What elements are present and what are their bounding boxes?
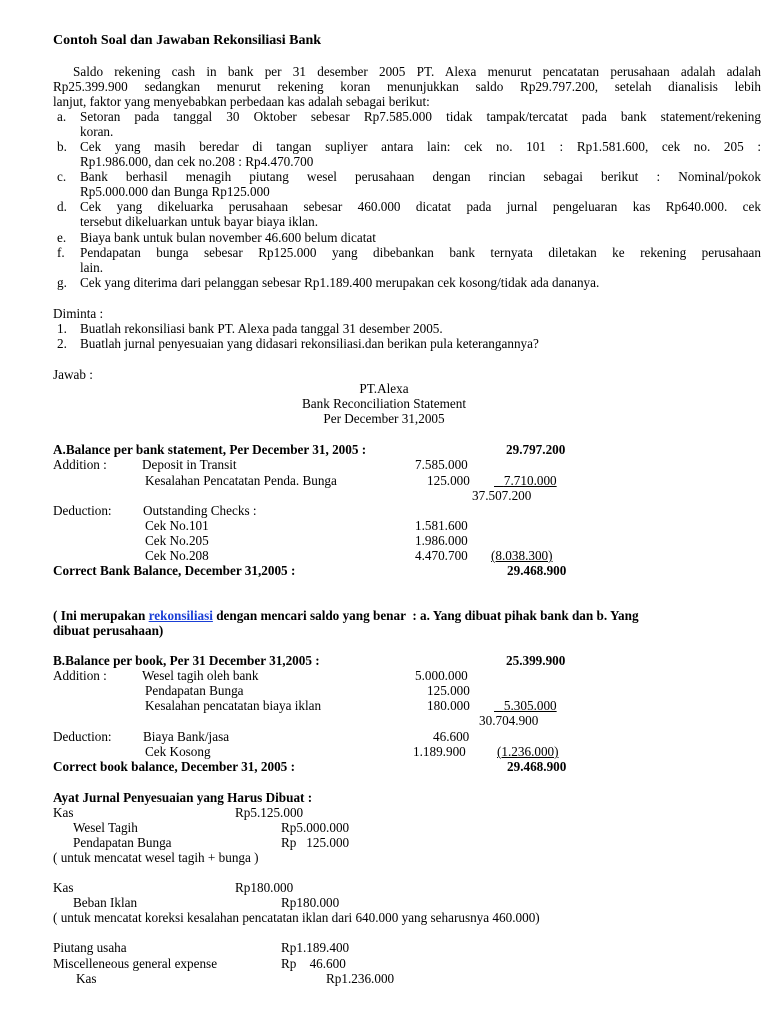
statement-title: Bank Reconciliation Statement bbox=[301, 396, 467, 411]
addition-total: 7.710.000 bbox=[503, 473, 557, 488]
item-marker: g. bbox=[57, 275, 67, 290]
addition-value: 180.000 bbox=[427, 698, 470, 713]
item-f-line-2: lain. bbox=[80, 260, 104, 275]
item-g-line-1: Cek yang diterima dari pelanggan sebesar Rp1.189.400 merupakan cek kosong/tidak ada dananya. bbox=[80, 275, 600, 290]
item-marker: a. bbox=[57, 109, 67, 124]
addition-value: 5.000.000 bbox=[415, 668, 468, 683]
question-2: Buatlah jurnal penyesuaian yang didasari rekonsiliasi.dan berikan pula keterangannya? bbox=[80, 336, 539, 351]
item-b-line-1: Cek yang masih beredar di tangan supliyer antara lain: cek no. 101 : Rp1.581.600, cek no. 205 : bbox=[80, 139, 761, 154]
reconciliation-note: ( Ini merupakan rekonsiliasi dengan mencari saldo yang benar : a. Yang dibuat pihak bank dan b. Yang bbox=[53, 608, 639, 623]
deduction-item: Cek No.205 bbox=[145, 533, 209, 548]
book-balance-title: B.Balance per book, Per 31 December 31,2005 : bbox=[53, 653, 320, 668]
correct-book-balance-label: Correct book balance, December 31, 2005 : bbox=[53, 759, 295, 774]
rekonsiliasi-link[interactable]: rekonsiliasi bbox=[148, 608, 213, 623]
item-marker: c. bbox=[57, 169, 67, 184]
deduction-item: Cek No.208 bbox=[145, 548, 209, 563]
deduction-total: (1.236.000) bbox=[497, 744, 559, 759]
deduction-total: (8.038.300) bbox=[491, 548, 553, 563]
journal-debit-amount: Rp5.125.000 bbox=[235, 805, 304, 820]
addition-value: 125.000 bbox=[427, 473, 470, 488]
item-marker: d. bbox=[57, 199, 67, 214]
deduction-label: Deduction: bbox=[53, 729, 112, 744]
book-balance-value: 25.399.900 bbox=[506, 653, 566, 668]
question-number: 1. bbox=[57, 321, 67, 336]
item-c-line-2: Rp5.000.000 dan Bunga Rp125.000 bbox=[80, 184, 270, 199]
deduction-item: Biaya Bank/jasa bbox=[143, 729, 230, 744]
page-title: Contoh Soal dan Jawaban Rekonsiliasi Bank bbox=[53, 33, 322, 48]
intro-line-3: lanjut, faktor yang menyebabkan perbedaan kas adalah sebagai berikut: bbox=[53, 94, 430, 109]
item-marker: e. bbox=[57, 230, 67, 245]
correct-bank-balance-value: 29.468.900 bbox=[507, 563, 567, 578]
deduction-value: 46.600 bbox=[433, 729, 470, 744]
deduction-value: 1.986.000 bbox=[415, 533, 468, 548]
journal-note: ( untuk mencatat koreksi kesalahan pencatatan iklan dari 640.000 yang seharusnya 460.000) bbox=[53, 910, 540, 925]
addition-value: 125.000 bbox=[427, 683, 470, 698]
journal-title: Ayat Jurnal Penyesuaian yang Harus Dibuat : bbox=[53, 790, 313, 805]
journal-credit-account: Pendapatan Bunga bbox=[73, 835, 172, 850]
deduction-value: 1.189.900 bbox=[413, 744, 466, 759]
item-marker: f. bbox=[57, 245, 65, 260]
bank-subtotal: 37.507.200 bbox=[472, 488, 532, 503]
item-f-line-1: Pendapatan bunga sebesar Rp125.000 yang dibebankan bank ternyata diletakan ke rekening perusahaan bbox=[80, 245, 761, 260]
question-1: Buatlah rekonsiliasi bank PT. Alexa pada tanggal 31 desember 2005. bbox=[80, 321, 443, 336]
addition-label: Addition : bbox=[53, 668, 107, 683]
diminta-label: Diminta : bbox=[53, 306, 104, 321]
journal-credit-account: Kas bbox=[76, 971, 97, 986]
deduction-item: Cek No.101 bbox=[145, 518, 209, 533]
journal-debit-account: Piutang usaha bbox=[53, 940, 127, 955]
bank-balance-value: 29.797.200 bbox=[506, 442, 566, 457]
company-name: PT.Alexa bbox=[359, 381, 409, 396]
item-d-line-1: Cek yang dikeluarka perusahaan sebesar 460.000 dicatat pada jurnal pengeluaran kas Rp640.000. cek bbox=[80, 199, 761, 214]
addition-total: 5.305.000 bbox=[503, 698, 557, 713]
journal-credit-amount: Rp180.000 bbox=[281, 895, 340, 910]
addition-label: Addition : bbox=[53, 457, 107, 472]
intro-line-1: Saldo rekening cash in bank per 31 desember 2005 PT. Alexa menurut pencatatan perusahaan adalah adalah bbox=[73, 64, 761, 79]
correct-book-balance-value: 29.468.900 bbox=[507, 759, 567, 774]
journal-credit-amount: Rp1.236.000 bbox=[326, 971, 395, 986]
reconciliation-note-line-2: dibuat perusahaan) bbox=[53, 623, 164, 638]
item-d-line-2: tersebut dikeluarkan untuk bayar biaya iklan. bbox=[80, 214, 319, 229]
outstanding-checks-heading: Outstanding Checks : bbox=[143, 503, 257, 518]
journal-credit-amount: Rp 125.000 bbox=[281, 835, 350, 850]
journal-debit-amount: Rp1.189.400 bbox=[281, 940, 350, 955]
addition-item: Kesalahan pencatatan biaya iklan bbox=[145, 698, 322, 713]
deduction-value: 4.470.700 bbox=[415, 548, 468, 563]
correct-bank-balance-label: Correct Bank Balance, December 31,2005 : bbox=[53, 563, 296, 578]
intro-line-2: Rp25.399.900 sedangkan menurut rekening koran menunjukkan saldo Rp29.797.200, setelah dianalisis lebih bbox=[53, 79, 761, 94]
item-c-line-1: Bank berhasil menagih piutang wesel perusahaan dengan rincian sebagai berikut : Nominal/pokok bbox=[80, 169, 761, 184]
item-e-line-1: Biaya bank untuk bulan november 46.600 belum dicatat bbox=[80, 230, 376, 245]
jawab-label: Jawab : bbox=[53, 367, 93, 382]
addition-item: Deposit in Transit bbox=[142, 457, 237, 472]
journal-credit-account: Wesel Tagih bbox=[73, 820, 138, 835]
statement-date: Per December 31,2005 bbox=[323, 411, 445, 426]
question-number: 2. bbox=[57, 336, 67, 351]
journal-debit-account: Miscelleneous general expense bbox=[53, 956, 218, 971]
journal-debit-amount: Rp 46.600 bbox=[281, 956, 346, 971]
journal-credit-amount: Rp5.000.000 bbox=[281, 820, 350, 835]
addition-item: Kesalahan Pencatatan Penda. Bunga bbox=[145, 473, 337, 488]
item-b-line-2: Rp1.986.000, dan cek no.208 : Rp4.470.700 bbox=[80, 154, 314, 169]
deduction-label: Deduction: bbox=[53, 503, 112, 518]
journal-debit-account: Kas bbox=[53, 880, 74, 895]
deduction-item: Cek Kosong bbox=[145, 744, 211, 759]
addition-value: 7.585.000 bbox=[415, 457, 468, 472]
journal-debit-account: Kas bbox=[53, 805, 74, 820]
bank-balance-title: A.Balance per bank statement, Per December 31, 2005 : bbox=[53, 442, 367, 457]
item-a-line-2: koran. bbox=[80, 124, 114, 139]
book-subtotal: 30.704.900 bbox=[479, 713, 539, 728]
journal-credit-account: Beban Iklan bbox=[73, 895, 138, 910]
addition-item: Wesel tagih oleh bank bbox=[142, 668, 259, 683]
item-a-line-1: Setoran pada tanggal 30 Oktober sebesar Rp7.585.000 tidak tampak/tercatat pada bank statement/rekening bbox=[80, 109, 761, 124]
journal-debit-amount: Rp180.000 bbox=[235, 880, 294, 895]
item-marker: b. bbox=[57, 139, 67, 154]
journal-note: ( untuk mencatat wesel tagih + bunga ) bbox=[53, 850, 259, 865]
addition-item: Pendapatan Bunga bbox=[145, 683, 244, 698]
deduction-value: 1.581.600 bbox=[415, 518, 468, 533]
